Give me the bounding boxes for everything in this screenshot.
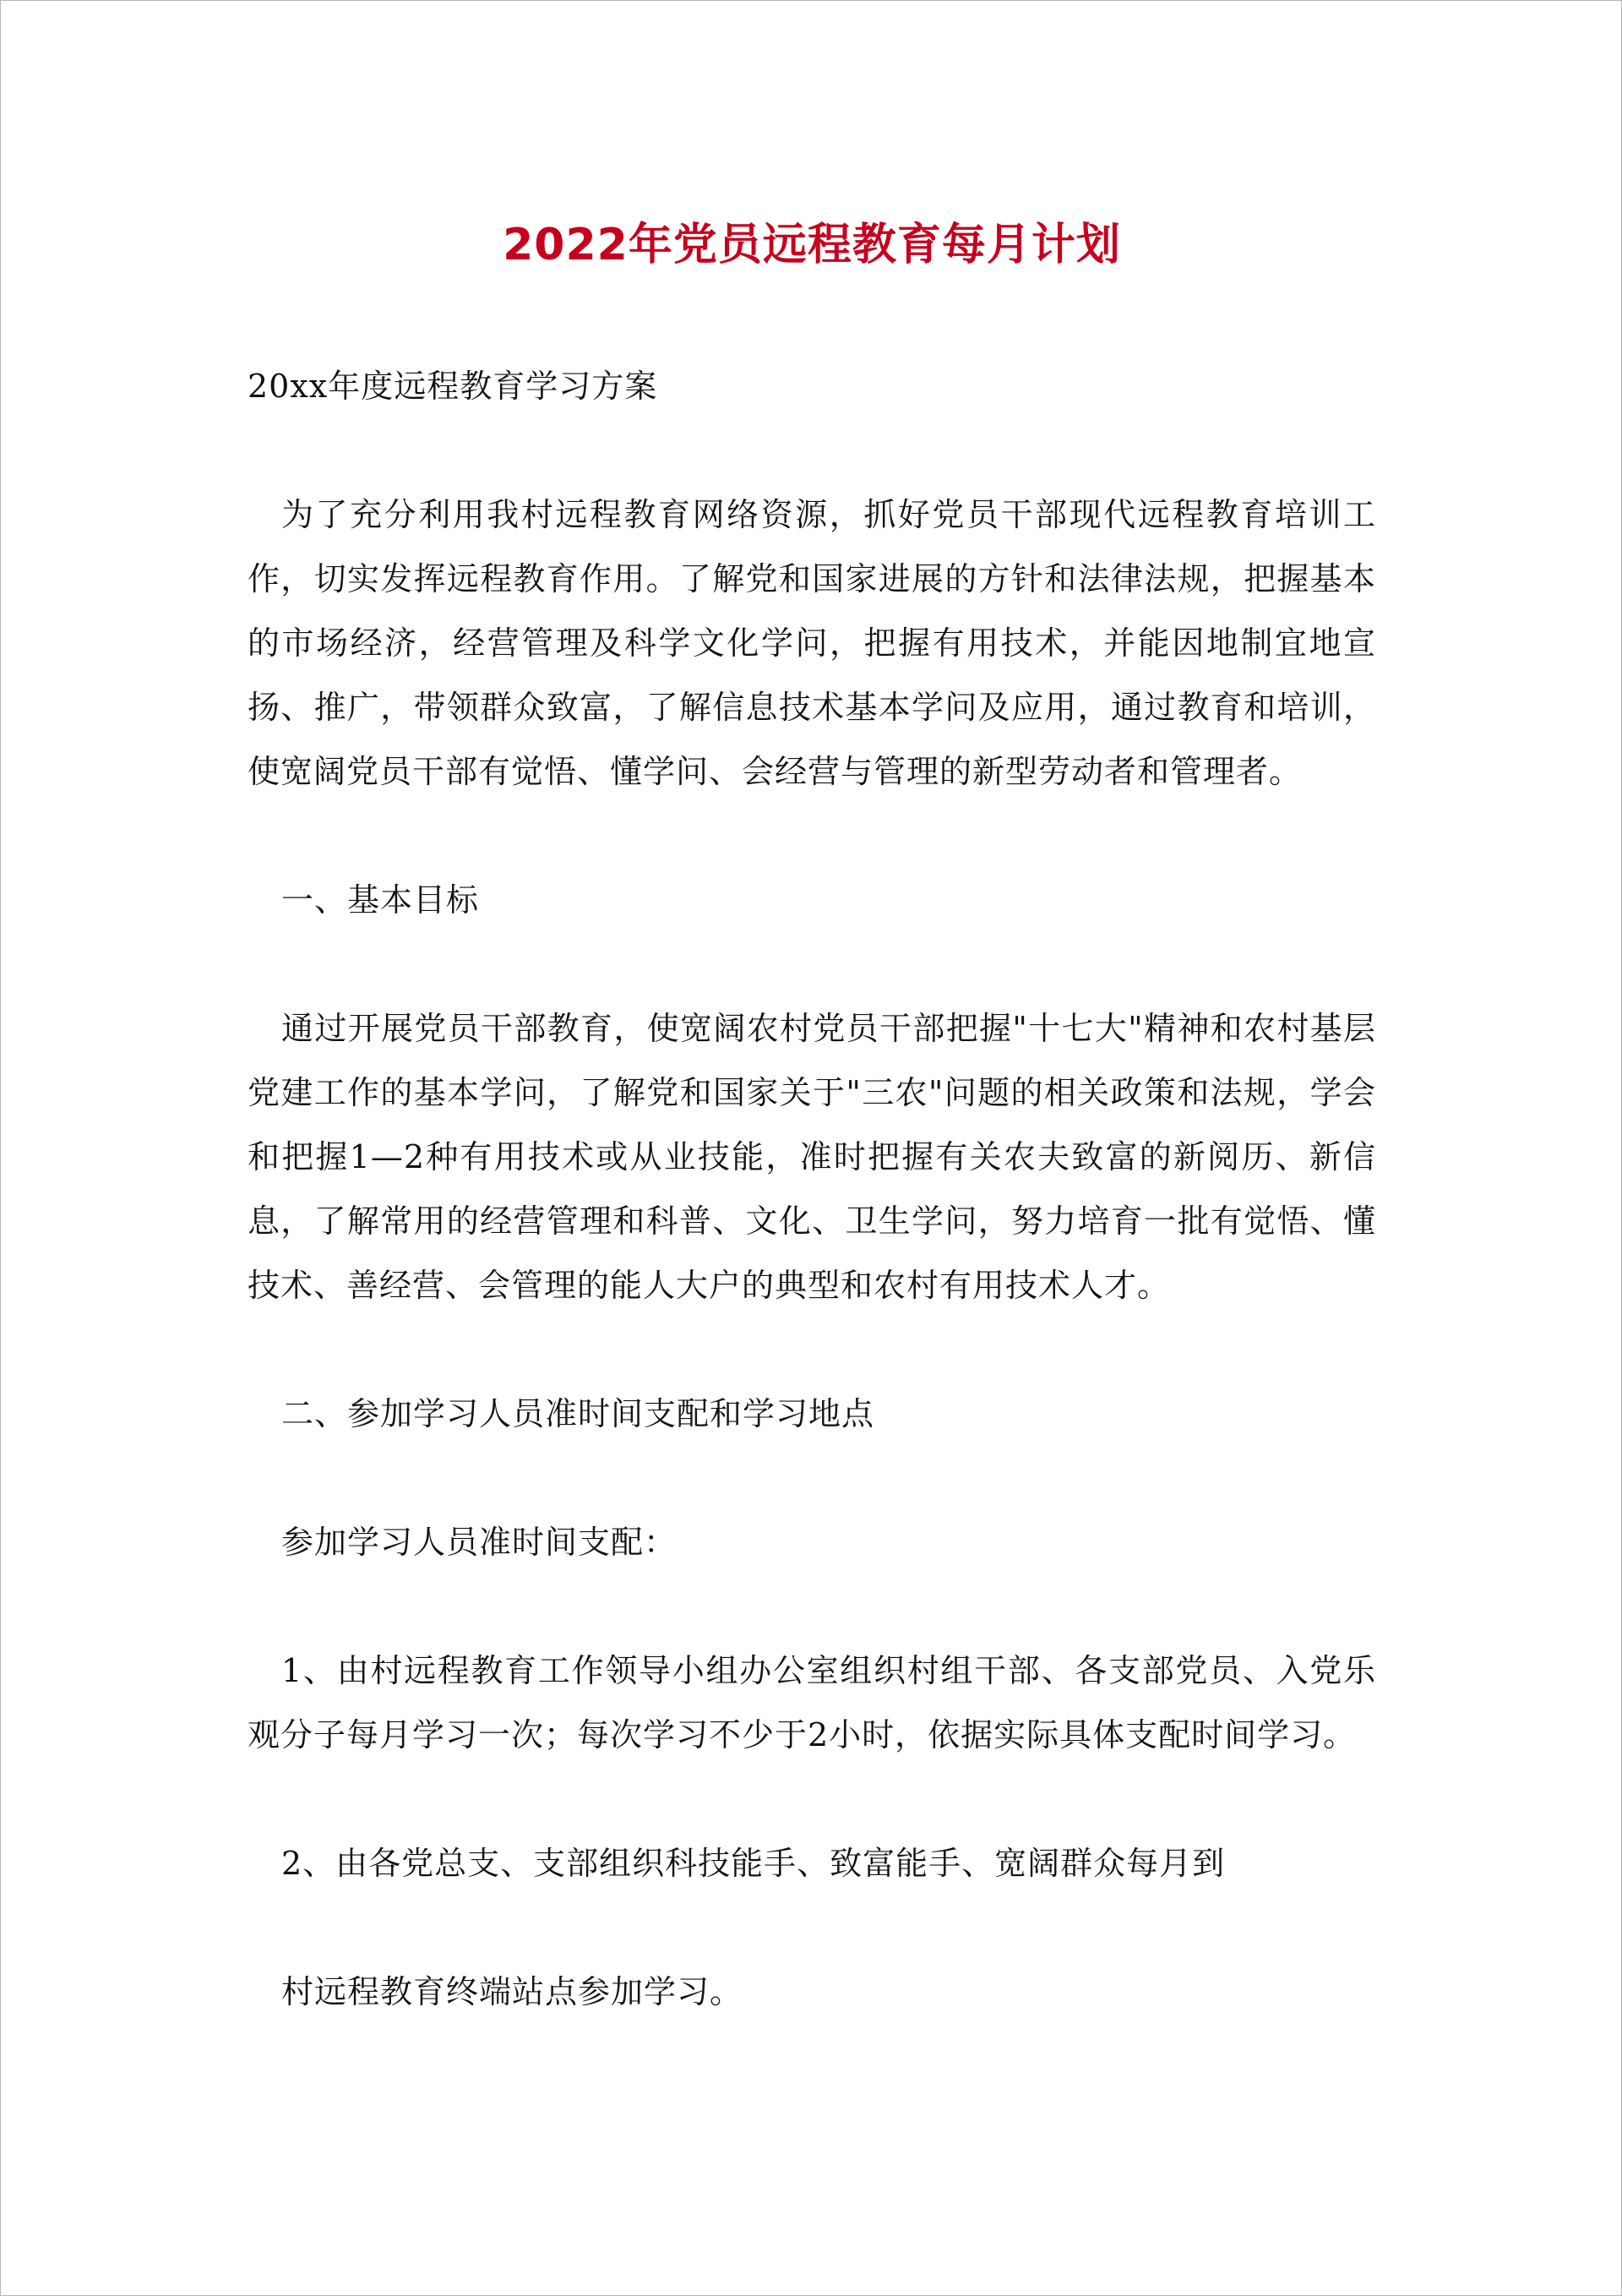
list-item-2-continuation: 村远程教育终端站点参加学习。 [281,1973,743,2010]
schedule-subheading: 参加学习人员准时间支配： [281,1524,678,1561]
intro-paragraph: 为了充分利用我村远程教育网络资源，抓好党员干部现代远程教育培训工作，切实发挥远程教育作用。了解党和国家进展的方针和法律法规，把握基本的市场经济，经营管理及科学文化学问，把握有用技术，并能因地制宜地宣扬、推广，带领群众致富，了解信息技术基本学问及应用，通过教育和培训，使宽阔党员干部有觉悟、懂学问、会经营与管理的新型劳动者和管理者。 [248,496,1376,790]
list-item-1: 1、由村远程教育工作领导小组办公室组织村组干部、各支部党员、入党乐观分子每月学习一次；每次学习不少于2小时，依据实际具体支配时间学习。 [248,1652,1376,1753]
section-heading-basic-goals: 一、基本目标 [281,881,480,919]
document-body [248,354,1376,2024]
document-title: 2022年党员远程教育每月计划 [503,220,1121,270]
list-item-2: 2、由各党总支、支部组织科技能手、致富能手、宽阔群众每月到 [281,1845,1226,1882]
section-heading-schedule-location: 二、参加学习人员准时间支配和学习地点 [281,1395,875,1432]
document-subtitle: 20xx年度远程教育学习方案 [248,368,658,405]
basic-goals-paragraph: 通过开展党员干部教育，使宽阔农村党员干部把握"十七大"精神和农村基层党建工作的基本学问，了解党和国家关于"三农"问题的相关政策和法规，学会和把握1—2种有用技术或从业技能，准时把握有关农夫致富的新阅历、新信息，了解常用的经营管理和科普、文化、卫生学问，努力培育一批有觉悟、懂技术、善经营、会管理的能人大户的典型和农村有用技术人才。 [248,1010,1376,1304]
